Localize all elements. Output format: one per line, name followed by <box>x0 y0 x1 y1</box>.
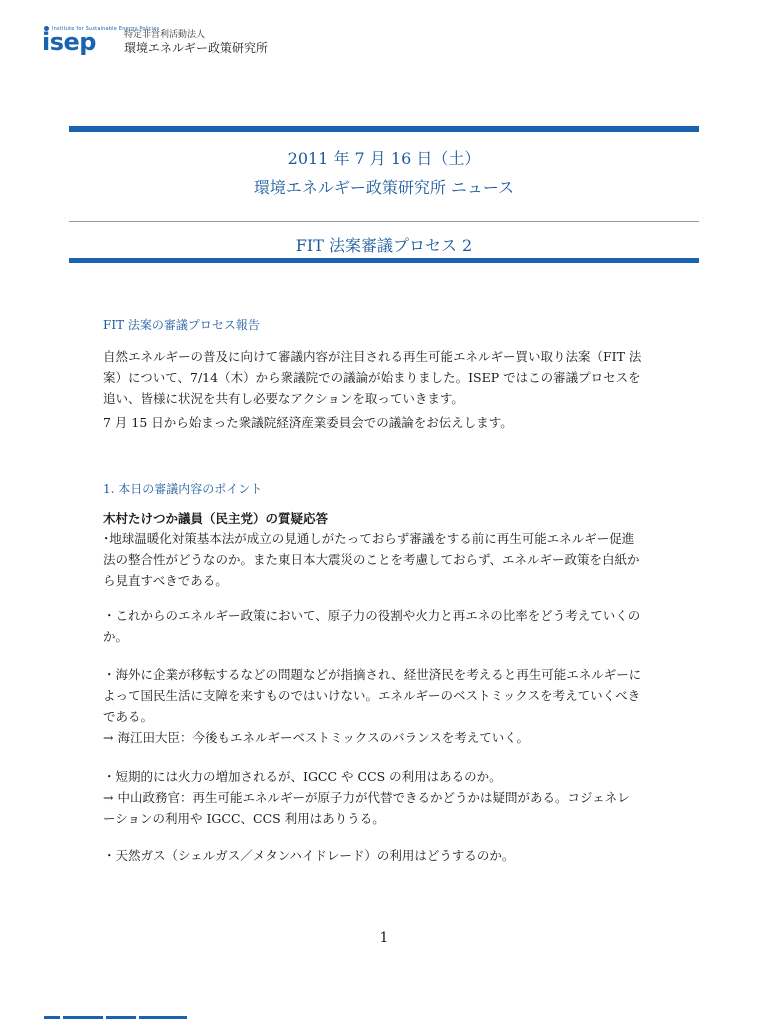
question-5: ・天然ガス（シェルガス／メタンハイドレード）の利用はどうするのか。 <box>103 848 515 863</box>
text-line: か。 <box>103 629 129 644</box>
intro-paragraph-2: 7 月 15 日から始まった衆議院経済産業委員会での議論をお伝えします。 <box>103 415 513 430</box>
question-2 <box>103 605 667 647</box>
banner-bottom-rule <box>69 258 699 263</box>
text-line: ･地球温暖化対策基本法が成立の見通しがたっておらず審議をする前に再生可能エネルギー促進 <box>103 531 635 546</box>
text-line: ・海外に企業が移転するなどの問題などが指摘され、経世済民を考えると再生可能エネルギーに <box>103 667 642 682</box>
section-heading: 1. 本日の審議内容のポイント <box>103 482 263 496</box>
intro-paragraph-1 <box>103 346 667 409</box>
text-line: 案）について、7/14（木）から衆議院での議論が始まりました。ISEP ではこの審議プロセスを <box>103 370 641 385</box>
text-line: 追い、皆様に状況を共有し必要なアクションを取っていきます。 <box>103 391 464 406</box>
text-line: ら見直すべきである。 <box>103 573 228 588</box>
text-line: 法の整合性がどうなのか。また東日本大震災のことを考慮しておらず、エネルギー政策を白紙か <box>103 552 640 567</box>
org-name: 環境エネルギー政策研究所 <box>124 41 269 55</box>
text-line: ・これからのエネルギー政策において、原子力の役割や火力と再エネの比率をどう考えていくの <box>103 608 641 623</box>
next-page-logo-strip <box>44 1016 194 1024</box>
org-type: 特定非営利活動法人 <box>124 30 206 40</box>
text-line: である。 <box>103 709 154 724</box>
logo-tagline: Institute for Sustainable Energy Policies <box>52 26 160 32</box>
isep-logo: isep <box>42 28 96 56</box>
answer-line: → 海江田大臣：今後もエネルギーベストミックスのバランスを考えていく。 <box>103 730 529 745</box>
banner-news-title: 環境エネルギー政策研究所 ニュース <box>253 178 515 197</box>
question-1 <box>103 528 667 591</box>
text-line: ・短期的には火力の増加されるが、IGCC や CCS の利用はあるのか。 <box>103 769 502 784</box>
question-3 <box>103 664 667 748</box>
text-line: 自然エネルギーの普及に向けて審議内容が注目される再生可能エネルギー買い取り法案（FIT 法 <box>103 349 642 364</box>
answer-line: → 中山政務官：再生可能エネルギーが原子力が代替できるかどうかは疑問がある。コジェネレ <box>103 790 630 805</box>
intro-heading: FIT 法案の審議プロセス報告 <box>103 318 260 332</box>
banner-top-rule <box>69 126 699 132</box>
page-number: 1 <box>379 930 389 946</box>
document-title: FIT 法案審議プロセス 2 <box>295 236 473 255</box>
answer-line: ーションの利用や IGCC、CCS 利用はありうる。 <box>103 811 385 826</box>
text-line: よって国民生活に支障を来すものではいけない。エネルギーのベストミックスを考えていくべき <box>103 688 641 703</box>
banner-divider <box>69 221 699 222</box>
banner-date: 2011 年 7 月 16 日（土） <box>287 149 481 168</box>
question-4 <box>103 766 667 829</box>
speaker-heading: 木村たけつか議員（民主党）の質疑応答 <box>103 511 329 526</box>
